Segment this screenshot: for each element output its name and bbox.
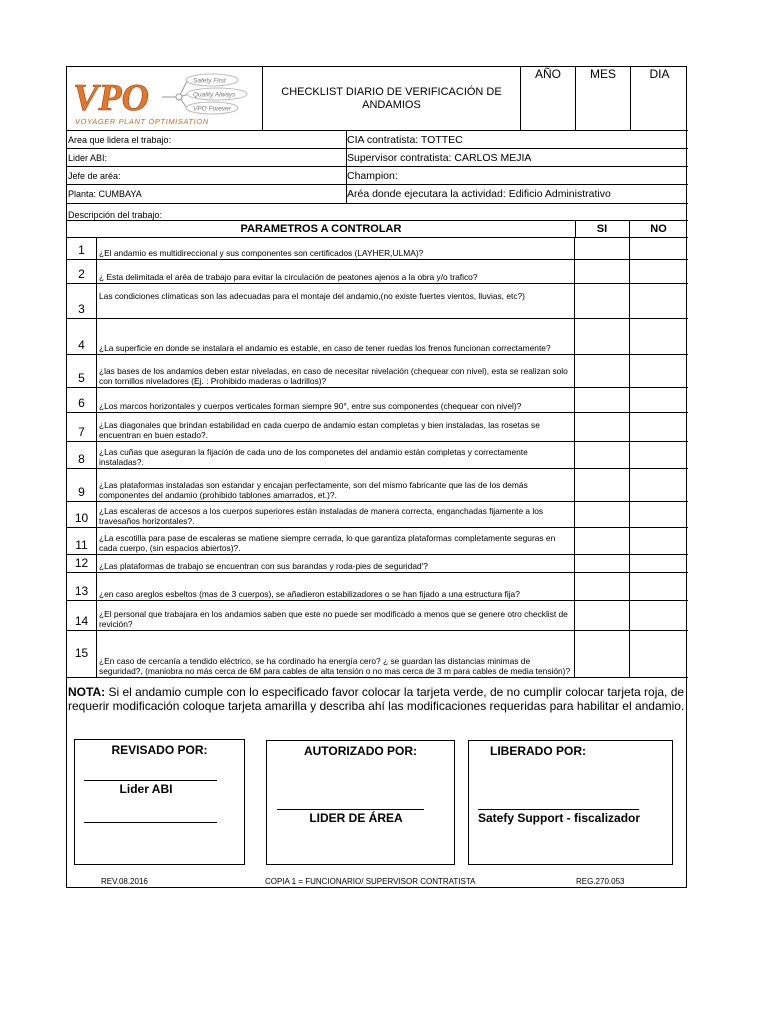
autorizado-role: LIDER DE ÁREA — [309, 811, 403, 825]
param-number: 10 — [67, 502, 97, 527]
param-text: ¿La superficie en donde se instalara el andamio es estable, en caso de tener ruedas los frenos funcionan correctamente? — [97, 319, 575, 354]
descripcion-field[interactable]: Descripción del trabajo: — [68, 210, 163, 220]
param-number: 14 — [67, 601, 97, 630]
reg-code: REG.270.053 — [576, 877, 625, 886]
param-row — [67, 319, 688, 355]
param-number: 5 — [67, 355, 97, 387]
param-text: ¿El andamio es multidireccional y sus componentes son certificados (LAYHER,ULMA)? — [97, 238, 575, 259]
no-checkbox[interactable] — [629, 502, 688, 527]
si-checkbox[interactable] — [575, 355, 630, 387]
param-number: 4 — [67, 319, 97, 354]
no-checkbox[interactable] — [629, 469, 688, 501]
param-text: ¿las bases de los andamios deben estar niveladas, en caso de necesitar nivelación (chequear con nivel), esta se realizan solo con tornillos niveladores (Ej. : Prohibido maderas o ladrillos)? — [97, 355, 575, 387]
lider-abi-field[interactable]: Lider ABI: — [67, 149, 347, 166]
svg-text:VPO Forever: VPO Forever — [193, 105, 231, 113]
day-cell[interactable]: DIA — [649, 67, 670, 81]
param-text: ¿Las cuñas que aseguran la fijación de cada uno de los componetes del andamio están completas y correctamente instaladas?. — [97, 442, 575, 468]
param-number: 7 — [67, 413, 97, 441]
no-checkbox[interactable] — [629, 573, 688, 600]
param-number: 1 — [67, 238, 97, 259]
param-text: Las condiciones climaticas son las adecuadas para el montaje del andamio,(no existe fuertes vientos, lluvias, etc?) — [97, 284, 575, 318]
no-checkbox[interactable] — [629, 319, 688, 354]
cia-contratista-field[interactable]: CIA contratista: TOTTEC — [347, 133, 463, 146]
revisado-title: REVISADO POR: — [111, 743, 208, 757]
nota-text: Si el andamio cumple con lo especificado favor colocar la tarjeta verde, de no cumplir colocar tarjeta roja, de requerir modificación coloque tarjeta amarilla y describa ahí las modificaciones requeridas para habilitar el andamio. — [68, 685, 685, 713]
si-checkbox[interactable] — [575, 413, 630, 441]
si-checkbox[interactable] — [575, 502, 630, 527]
no-checkbox[interactable] — [629, 528, 688, 554]
year-cell[interactable]: AÑO — [521, 67, 576, 131]
month-cell[interactable]: MES — [576, 67, 631, 131]
param-text: ¿Las plataformas instaladas son estandar y encajan perfectamente, son del mismo fabricante que las de los demás componentes del andamio (prohibido tablones amarrados, et.)?. — [97, 469, 575, 501]
si-checkbox[interactable] — [575, 555, 630, 572]
si-checkbox[interactable] — [575, 442, 630, 468]
liberado-title: LIBERADO POR: — [490, 744, 586, 758]
info-row-4 — [67, 185, 688, 204]
no-checkbox[interactable] — [629, 601, 688, 630]
form-title: CHECKLIST DIARIO DE VERIFICACIÓN DE ANDAMIOS — [263, 67, 521, 131]
form-header — [67, 67, 688, 131]
param-row — [67, 528, 688, 555]
param-row — [67, 555, 688, 573]
param-number: 2 — [67, 260, 97, 283]
si-checkbox[interactable] — [575, 284, 630, 318]
param-row — [67, 355, 688, 388]
params-heading: PARAMETROS A CONTROLAR — [67, 221, 576, 238]
jefe-area-field[interactable]: Jefe de aréa: — [67, 167, 347, 184]
param-text: ¿En caso de cercanía a tendido eléctrico, se ha cordinado ha energía cero? ¿ se guardan las distancias minimas de seguridad?, (maniobra no más cerca de 6M para cables de alta tensión o no mas cerca de 3 m para cables de media tensión)? — [97, 631, 575, 677]
param-number: 13 — [67, 573, 97, 600]
si-checkbox[interactable] — [575, 388, 630, 412]
si-checkbox[interactable] — [575, 238, 630, 259]
rev-code: REV.08.2016 — [101, 877, 148, 886]
param-number: 3 — [67, 284, 97, 318]
param-number: 8 — [67, 442, 97, 468]
params-header — [67, 221, 688, 238]
champion-field[interactable]: Champion: — [347, 169, 398, 182]
param-text: ¿Las diagonales que brindan estabilidad en cada cuerpo de andamio estan completas y bien instaladas, las rosetas se encuentran en buen estado?. — [97, 413, 575, 441]
info-row-3 — [67, 167, 688, 185]
no-checkbox[interactable] — [629, 388, 688, 412]
si-checkbox[interactable] — [575, 260, 630, 283]
si-checkbox[interactable] — [575, 601, 630, 630]
param-number: 15 — [67, 631, 97, 677]
checklist-sheet — [66, 66, 687, 888]
revisado-box[interactable] — [74, 739, 245, 865]
logo-cell — [67, 67, 263, 131]
no-checkbox[interactable] — [629, 442, 688, 468]
copia-note: COPIA 1 = FUNCIONARIO/ SUPERVISOR CONTRATISTA — [265, 877, 476, 886]
planta-field[interactable]: Planta: CUMBAYA — [67, 185, 347, 203]
param-row — [67, 284, 688, 319]
revisado-role: Lider ABI — [119, 782, 173, 796]
param-row — [67, 502, 688, 528]
si-checkbox[interactable] — [575, 319, 630, 354]
no-checkbox[interactable] — [629, 631, 688, 677]
param-row — [67, 631, 688, 678]
param-row — [67, 413, 688, 442]
param-number: 11 — [67, 528, 97, 554]
logo-tagline: VOYAGER PLANT OPTIMISATION — [75, 117, 209, 126]
area-actividad-field[interactable]: Aréa donde ejecutara la actividad: Edificio Administrativo — [347, 188, 611, 200]
area-lidera-field[interactable]: Area que lidera el trabajo: — [67, 131, 347, 148]
param-number: 6 — [67, 388, 97, 412]
si-checkbox[interactable] — [575, 469, 630, 501]
param-number: 12 — [67, 555, 97, 572]
no-checkbox[interactable] — [629, 413, 688, 441]
param-row — [67, 573, 688, 601]
param-text: ¿en caso areglos esbeltos (mas de 3 cuerpos), se añadieron estabilizadores o se han fijado a una estructura fija? — [97, 573, 575, 600]
si-checkbox[interactable] — [575, 528, 630, 554]
param-text: ¿La escotilla para pase de escaleras se matiene siempre cerrada, lo que garantiza plataformas completamente seguras en cada cuerpo, (sin espacios abiertos)?. — [97, 528, 575, 554]
liberado-signature-line — [478, 809, 639, 810]
info-row-5 — [67, 204, 688, 221]
no-checkbox[interactable] — [629, 555, 688, 572]
svg-text:Quality Always: Quality Always — [193, 91, 236, 99]
logo-brand-text: VPO — [73, 77, 149, 119]
nota-paragraph — [67, 685, 688, 713]
param-text: ¿Las plataformas de trabajo se encuentran con sus barandas y roda-pies de seguridad'? — [97, 555, 575, 572]
param-text: ¿El personal que trabajara en los andamios saben que este no puede ser modificado a menos que se genere otro checklist de revición? — [97, 601, 575, 630]
si-checkbox[interactable] — [575, 631, 630, 677]
param-text: ¿ Esta delimitada el aréa de trabajo para evitar la circulación de peatones ajenos a la obra y/o trafico? — [97, 260, 575, 283]
autorizado-signature-line — [277, 809, 424, 810]
no-checkbox[interactable] — [629, 355, 688, 387]
no-checkbox[interactable] — [629, 284, 688, 318]
supervisor-field[interactable]: Supervisor contratista: CARLOS MEJIA — [347, 151, 532, 164]
nota-label: NOTA: — [68, 685, 106, 699]
param-row — [67, 260, 688, 284]
param-text: ¿Las escaleras de accesos a los cuerpos superiores están instaladas de manera correcta, enganchadas fijamente a los travesaños horizontales?. — [97, 502, 575, 527]
liberado-box[interactable] — [468, 740, 673, 865]
vpo-logo — [67, 67, 263, 131]
liberado-role: Satefy Support - fiscalizador — [478, 811, 641, 825]
si-column-header: SI — [575, 221, 630, 238]
param-number: 9 — [67, 469, 97, 501]
autorizado-title: AUTORIZADO POR: — [303, 744, 418, 758]
no-column-header: NO — [650, 223, 667, 235]
param-text: ¿Los marcos horizontales y cuerpos verticales forman siempre 90°, entre sus componentes (chequear con nivel)? — [97, 388, 575, 412]
param-row — [67, 601, 688, 631]
svg-text:Safety First: Safety First — [193, 77, 226, 85]
param-row — [67, 469, 688, 502]
si-checkbox[interactable] — [575, 573, 630, 600]
revisado-signature-line-2 — [84, 822, 217, 823]
autorizado-box[interactable] — [266, 740, 455, 865]
no-checkbox[interactable] — [629, 260, 688, 283]
param-row — [67, 388, 688, 413]
param-row — [67, 238, 688, 260]
info-row-1 — [67, 131, 688, 149]
info-row-2 — [67, 149, 688, 167]
param-row — [67, 442, 688, 469]
no-checkbox[interactable] — [629, 238, 688, 259]
revisado-signature-line — [84, 780, 217, 781]
